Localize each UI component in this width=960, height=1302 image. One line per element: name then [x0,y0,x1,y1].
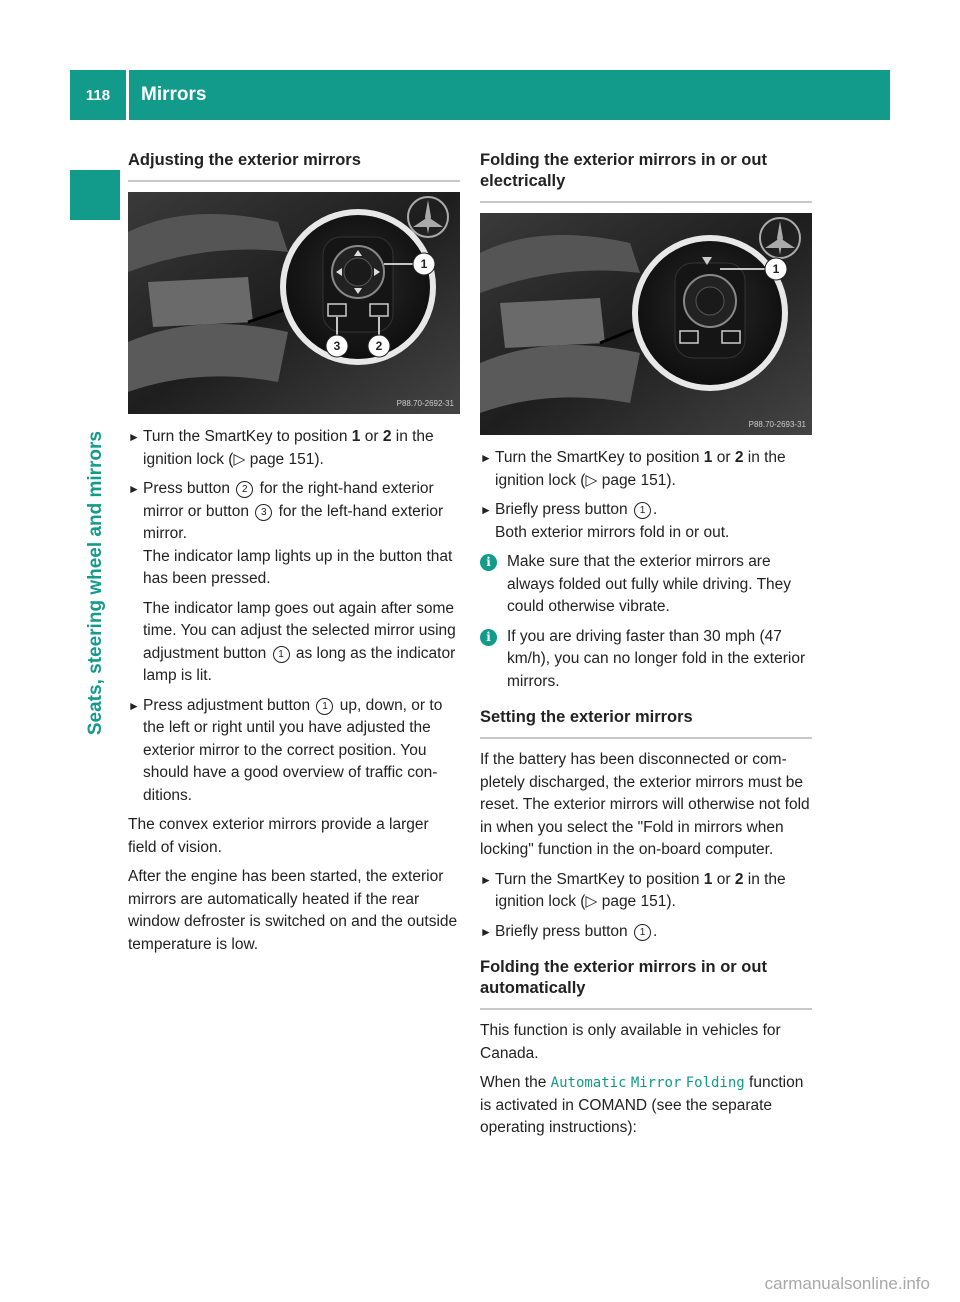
comand-function-name: Mirror [630,1075,682,1091]
instruction-step: ► Turn the SmartKey to position 1 or 2 in the ignition lock (▷ page 151). [480,870,786,910]
svg-text:2: 2 [375,339,383,353]
info-icon: i [480,554,497,571]
callout-number: 1 [634,924,651,941]
left-column [128,150,460,963]
callout-number: 2 [236,481,253,498]
page-ref-icon: ▷ [585,893,598,910]
step-arrow-icon: ► [480,924,492,939]
page-number: 118 [85,86,111,104]
comand-function-name: Automatic [550,1075,627,1091]
svg-text:3: 3 [333,339,341,353]
mirror-fold-switch-photo [480,213,812,435]
photo-code: P88.70-2692-31 [396,399,454,408]
header-divider [126,70,129,120]
section-heading: Setting the exterior mirrors [480,707,812,739]
mirror-switch-photo [128,192,460,414]
instruction-step: ► Briefly press button 1 . Both exterior mirrors fold in or out. [480,501,730,541]
body-paragraph: After the engine has been started, the exterior mirrors are automatically heated if the rear window defroster is switched on and the outside temperature is low. [128,868,458,953]
info-note: i If you are driving faster than 30 mph (47 km/h), you can no longer fold in the exterior mirrors. [480,626,812,694]
side-tab-block [70,170,120,220]
comand-function-name: Folding [685,1075,745,1091]
section-heading: Folding the exterior mirrors in or out automatically [480,957,812,1010]
callout-number: 1 [273,646,290,663]
callout-number: 3 [255,504,272,521]
section-heading: Folding the exterior mirrors in or out electrically [480,150,812,203]
callout-number: 1 [634,502,651,519]
callout-number: 1 [316,698,333,715]
watermark: carmanualsonline.info [764,1274,930,1293]
instruction-step: ► Turn the SmartKey to position 1 or 2 in the ignition lock (▷ page 151). [128,428,434,468]
step-arrow-icon: ► [128,698,140,713]
instruction-step: ► Press button 2 for the right-hand exterior mirror or button 3 for the left-hand exterior mirror. The indicator lamp lights up in the button that has been pressed. The indicator lamp goes out again after some time. You can adjust the selected mirror using adjustment button 1 as long as the indicator lamp is lit. [128,480,456,684]
step-arrow-icon: ► [480,872,492,887]
instruction-step: ► Press adjustment button 1 up, down, or to the left or right until you have adjusted the exterior mirror to the correct position. You should have a good overview of traffic conditions. [128,696,443,804]
side-section-label: Seats, steering wheel and mirrors [85,430,106,735]
svg-text:1: 1 [420,257,428,271]
body-paragraph: This function is only available in vehicles for Canada. [480,1022,781,1062]
instruction-step: ► Turn the SmartKey to position 1 or 2 in the ignition lock (▷ page 151). [480,449,786,489]
step-arrow-icon: ► [480,451,492,465]
step-arrow-icon: ► [128,482,140,496]
right-column [480,150,812,1147]
body-paragraph: When the Automatic Mirror Folding function is activated in COMAND (see the separate operating instructions): [480,1074,804,1136]
page-ref-icon: ▷ [233,450,246,468]
body-paragraph: If the battery has been disconnected or completely discharged, the exterior mirrors must be reset. The exterior mirrors will otherwise not fold in when you select the "Fold in mirrors when locking" function in the on-board computer. [480,751,810,858]
section-heading: Adjusting the exterior mirrors [128,150,460,182]
body-paragraph: The convex exterior mirrors provide a larger field of vision. [128,816,429,856]
photo-code: P88.70-2693-31 [748,420,806,429]
svg-text:1: 1 [772,262,780,276]
info-note: i Make sure that the exterior mirrors are always folded out fully while driving. They could otherwise vibrate. [480,551,812,619]
step-arrow-icon: ► [480,503,492,517]
step-arrow-icon: ► [128,430,140,444]
info-icon: i [480,629,497,646]
page-ref-icon: ▷ [585,471,598,489]
page-title: Mirrors [141,84,207,105]
instruction-step: ► Briefly press button 1 . [480,921,812,944]
